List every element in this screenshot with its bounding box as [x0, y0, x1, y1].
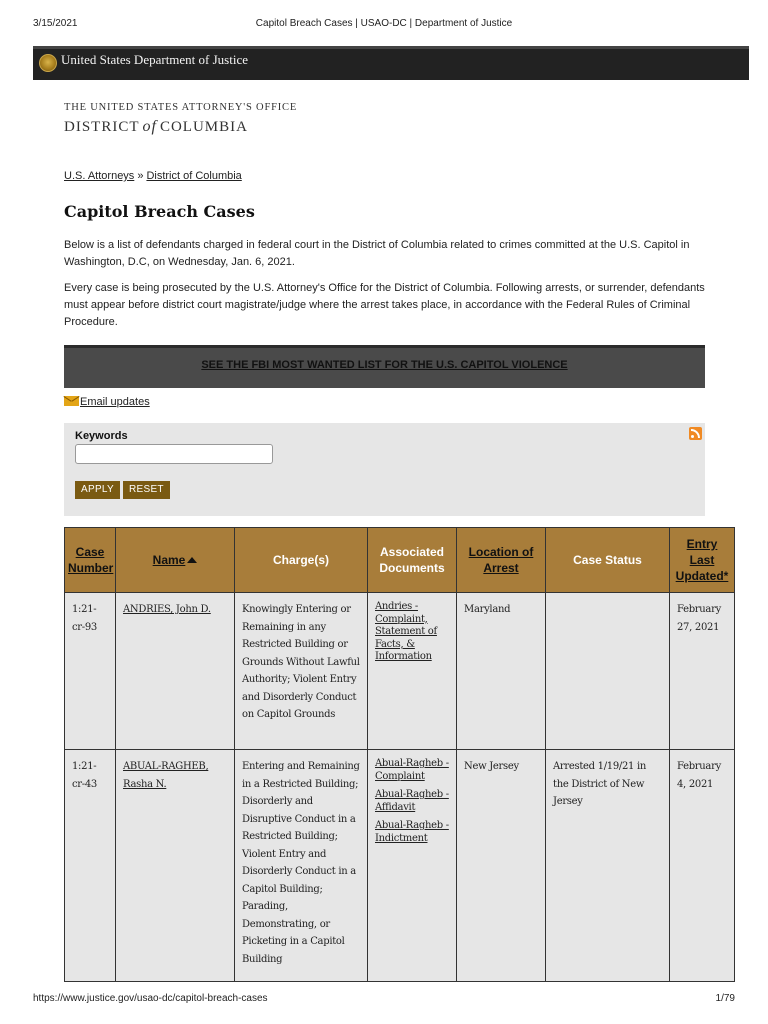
doj-header-bar	[33, 46, 749, 80]
header-case-status: Case Status	[546, 528, 670, 593]
doj-seal-icon[interactable]	[39, 54, 57, 72]
rss-feed-icon[interactable]	[689, 427, 702, 440]
reset-button[interactable]: RESET	[123, 481, 170, 499]
of-word: of	[142, 118, 157, 135]
cell-documents	[368, 750, 457, 982]
breadcrumb-us-attorneys[interactable]: U.S. Attorneys	[64, 170, 135, 182]
cell-status: Arrested 1/19/21 in the District of New Jersey	[546, 750, 670, 982]
cell-location: New Jersey	[457, 750, 546, 982]
print-page-number: 1/79	[715, 993, 735, 1004]
district-word: DISTRICT	[64, 119, 140, 135]
cell-charges: Knowingly Entering or Remaining in any Restricted Building or Grounds Without Lawful Authority; Violent Entry and Disorderly Conduct on Capitol Grounds	[235, 593, 368, 750]
apply-button[interactable]: APPLY	[75, 481, 120, 499]
cell-name	[116, 750, 235, 982]
breadcrumb	[64, 170, 242, 182]
sort-ascending-icon[interactable]	[187, 557, 197, 563]
doj-home-link[interactable]: United States Department of Justice	[61, 52, 249, 67]
email-updates-link[interactable]: Email updates	[80, 396, 150, 408]
header-name[interactable]	[116, 528, 235, 593]
defendant-link[interactable]: ANDRIES, John D.	[123, 604, 211, 615]
defendant-link[interactable]: ABUAL-RAGHEB, Rasha N.	[123, 761, 209, 790]
office-name: THE UNITED STATES ATTORNEY'S OFFICE	[64, 102, 298, 113]
header-location-of-arrest[interactable]	[457, 528, 546, 593]
sort-location-link[interactable]: Location of Arrest	[468, 545, 534, 575]
cell-charges: Entering and Remaining in a Restricted Building; Disorderly and Disruptive Conduct in a Restricted Building; Violent Entry and Disorderly Conduct in a Capitol Building; Parading, Demonstrating, or Picketing in a Capitol Building	[235, 750, 368, 982]
cell-updated: February 27, 2021	[670, 593, 735, 750]
cell-case-number: 1:21-cr-93	[65, 593, 116, 750]
envelope-icon[interactable]	[64, 396, 79, 406]
header-entry-last-updated[interactable]	[670, 528, 735, 593]
cell-documents	[368, 593, 457, 750]
fbi-banner	[64, 345, 705, 388]
header-case-number[interactable]	[65, 528, 116, 593]
page-title: Capitol Breach Cases	[64, 202, 255, 221]
document-link[interactable]: Abual-Ragheb - Affidavit	[375, 789, 449, 813]
filter-panel	[64, 423, 705, 516]
cell-status	[546, 593, 670, 750]
breadcrumb-district-of-columbia[interactable]: District of Columbia	[146, 170, 242, 182]
table-row	[65, 750, 735, 982]
document-link[interactable]: Abual-Ragheb - Indictment	[375, 820, 449, 844]
fbi-most-wanted-link[interactable]: SEE THE FBI MOST WANTED LIST FOR THE U.S. CAPITOL VIOLENCE	[201, 359, 568, 371]
breadcrumb-separator: »	[137, 170, 144, 182]
intro-paragraph-2: Every case is being prosecuted by the U.S. Attorney's Office for the District of Columbia. Following arrests, or surrender, defendants must appear before district court magistrate/judge where the arrest takes place, in accordance with the Federal Rules of Criminal Procedure.	[64, 282, 705, 328]
print-header	[0, 18, 768, 32]
keywords-input[interactable]	[75, 444, 273, 464]
sort-case-number-link[interactable]: Case Number	[68, 545, 114, 575]
intro-paragraph-1: Below is a list of defendants charged in federal court in the District of Columbia related to crimes committed at the U.S. Capitol in Washington, D.C, on Wednesday, Jan. 6, 2021.	[64, 239, 690, 268]
document-link[interactable]: Andries - Complaint, Statement of Facts, & Information	[375, 601, 437, 662]
print-title: Capitol Breach Cases | USAO-DC | Department of Justice	[255, 18, 513, 29]
cell-updated: February 4, 2021	[670, 750, 735, 982]
cases-table	[64, 527, 735, 982]
cell-location: Maryland	[457, 593, 546, 750]
email-updates	[64, 396, 150, 408]
sort-name-link[interactable]: Name	[152, 553, 186, 567]
table-row	[65, 593, 735, 750]
header-charges: Charge(s)	[235, 528, 368, 593]
cell-case-number: 1:21-cr-43	[65, 750, 116, 982]
document-link[interactable]: Abual-Ragheb - Complaint	[375, 758, 449, 782]
columbia-word: COLUMBIA	[159, 119, 248, 135]
keywords-label: Keywords	[75, 430, 128, 442]
print-date: 3/15/2021	[33, 18, 78, 29]
table-header-row	[65, 528, 735, 593]
sort-updated-link[interactable]: Entry Last Updated*	[675, 537, 729, 583]
district-name[interactable]	[64, 118, 248, 136]
header-associated-documents: Associated Documents	[368, 528, 457, 593]
print-url: https://www.justice.gov/usao-dc/capitol-breach-cases	[33, 993, 268, 1004]
cell-name	[116, 593, 235, 750]
